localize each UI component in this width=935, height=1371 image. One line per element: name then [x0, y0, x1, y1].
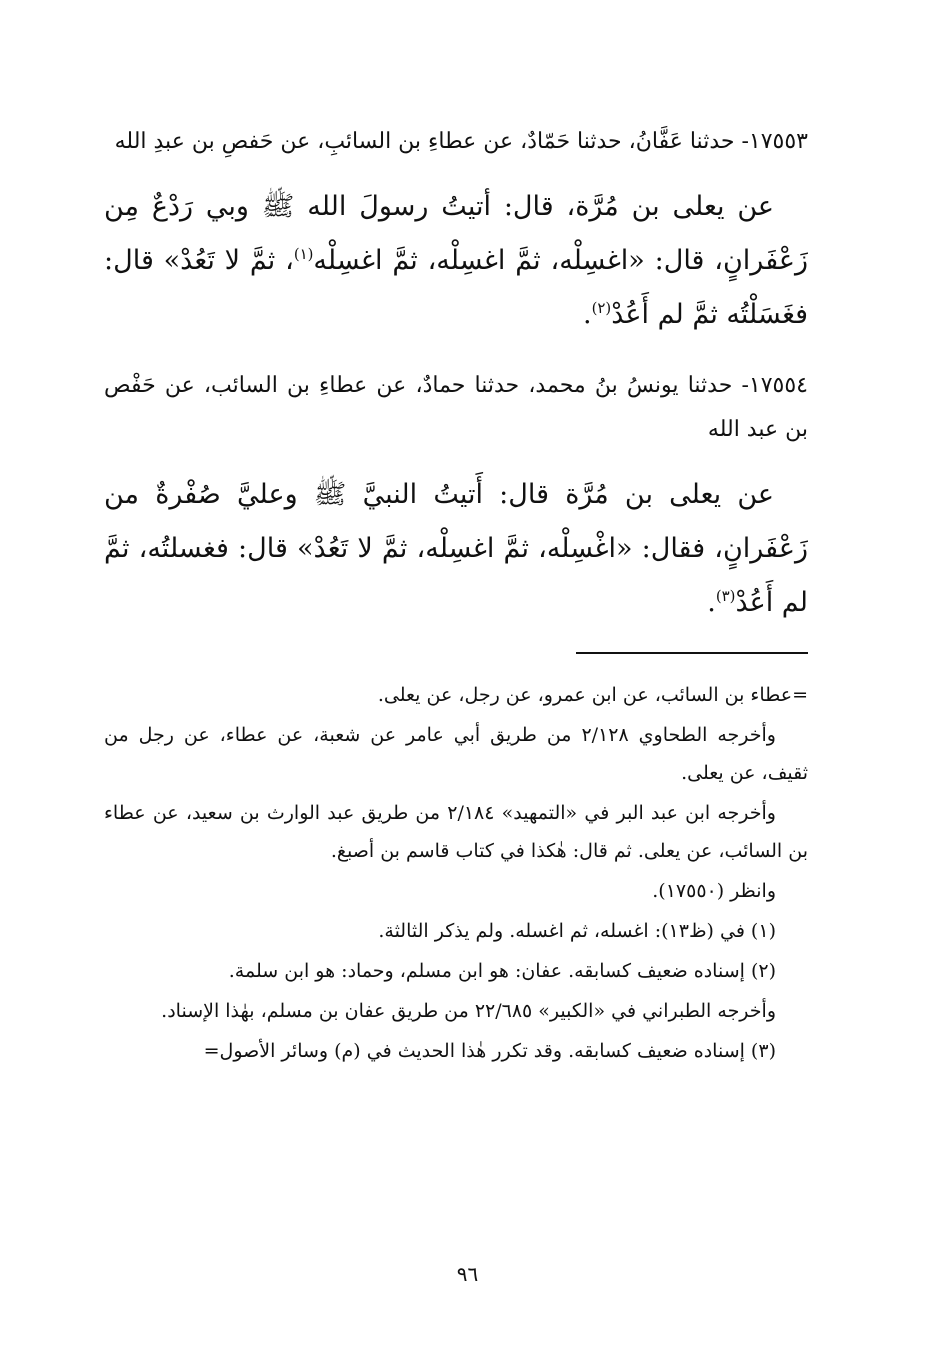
footnote-ref-1: (١) — [293, 245, 314, 263]
footnote-ref-3: (٣) — [715, 587, 736, 605]
footnote-line: وأخرجه الطحاوي ٢/١٢٨ من طريق أبي عامر عن شعبة، عن عطاء، عن رجل من ثقيف، عن يعلى. — [104, 724, 808, 784]
footnote-ref-2: (٢) — [591, 299, 612, 317]
hadith-17554-isnad: ١٧٥٥٤- حدثنا يونسُ بنُ محمد، حدثنا حمادٌ، عن عطاءِ بن السائب، عن حَفْص بن عبد الله — [104, 373, 808, 442]
footnotes — [104, 676, 808, 1070]
hadith-17554-matn-text-a: عن يعلى بن مُرَّة قال: أَتيتُ النبيَّ ﷺ وعليَّ صُفْرةٌ من زَعْفَرانٍ، فقال: «اغْسِلْه، ثمَّ اغسِلْه، ثمَّ لا تَعُدْ» قال: فغسلتُه، ثمَّ لم أَعُدْ — [104, 479, 808, 618]
footnote-line: وأخرجه الطبراني في «الكبير» ٢٢/٦٨٥ من طريق عفان بن مسلم، بهٰذا الإسناد. — [161, 1000, 776, 1022]
hadith-17553-matn-end: . — [583, 299, 592, 330]
footnote-line: وانظر (١٧٥٥٠). — [652, 880, 776, 902]
page-number: ٩٦ — [456, 1262, 479, 1286]
hadith-17553-matn — [104, 180, 808, 342]
hadith-17553-matn-text-b: ، ثمَّ لا تَعُدْ» قال: فغَسَلْتُه ثمَّ لم أَعُدْ — [104, 245, 808, 330]
hadith-17554-matn-end: . — [707, 587, 716, 618]
footnote-line: وأخرجه ابن عبد البر في «التمهيد» ٢/١٨٤ من طريق عبد الوارث بن سعيد، عن عطاء بن السائب، عن يعلى. ثم قال: هٰكذا في كتاب قاسم بن أصبغ. — [104, 802, 808, 862]
hadith-17553-isnad: ١٧٥٥٣- حدثنا عَفَّانُ، حدثنا حَمّادٌ، عن عطاءِ بن السائبِ، عن حَفصِ بن عبدِ الله — [114, 129, 808, 154]
page-body — [104, 120, 808, 1072]
footnote-3: (٣) إسناده ضعيف كسابقه. وقد تكرر هٰذا الحديث في (م) وسائر الأصول= — [203, 1040, 776, 1062]
footnote-2: (٢) إسناده ضعيف كسابقه. عفان: هو ابن مسلم، وحماد: هو ابن سلمة. — [228, 960, 776, 982]
footnote-1: (١) في (ظ١٣): اغسله، ثم اغسله. ولم يذكر الثالثة. — [378, 920, 776, 942]
footnote-line: =عطاء بن السائب، عن ابن عمرو، عن رجل، عن يعلى. — [377, 684, 808, 706]
footnote-divider — [576, 652, 808, 654]
hadith-17554-matn — [104, 468, 808, 630]
hadith-17553-matn-text-a: عن يعلى بن مُرَّة، قال: أتيتُ رسولَ الله ﷺ وبي رَدْعٌ مِن زَعْفَرانٍ، قال: «اغسِلْه، ثمَّ اغسِلْه، ثمَّ اغسِلْه — [104, 191, 808, 276]
